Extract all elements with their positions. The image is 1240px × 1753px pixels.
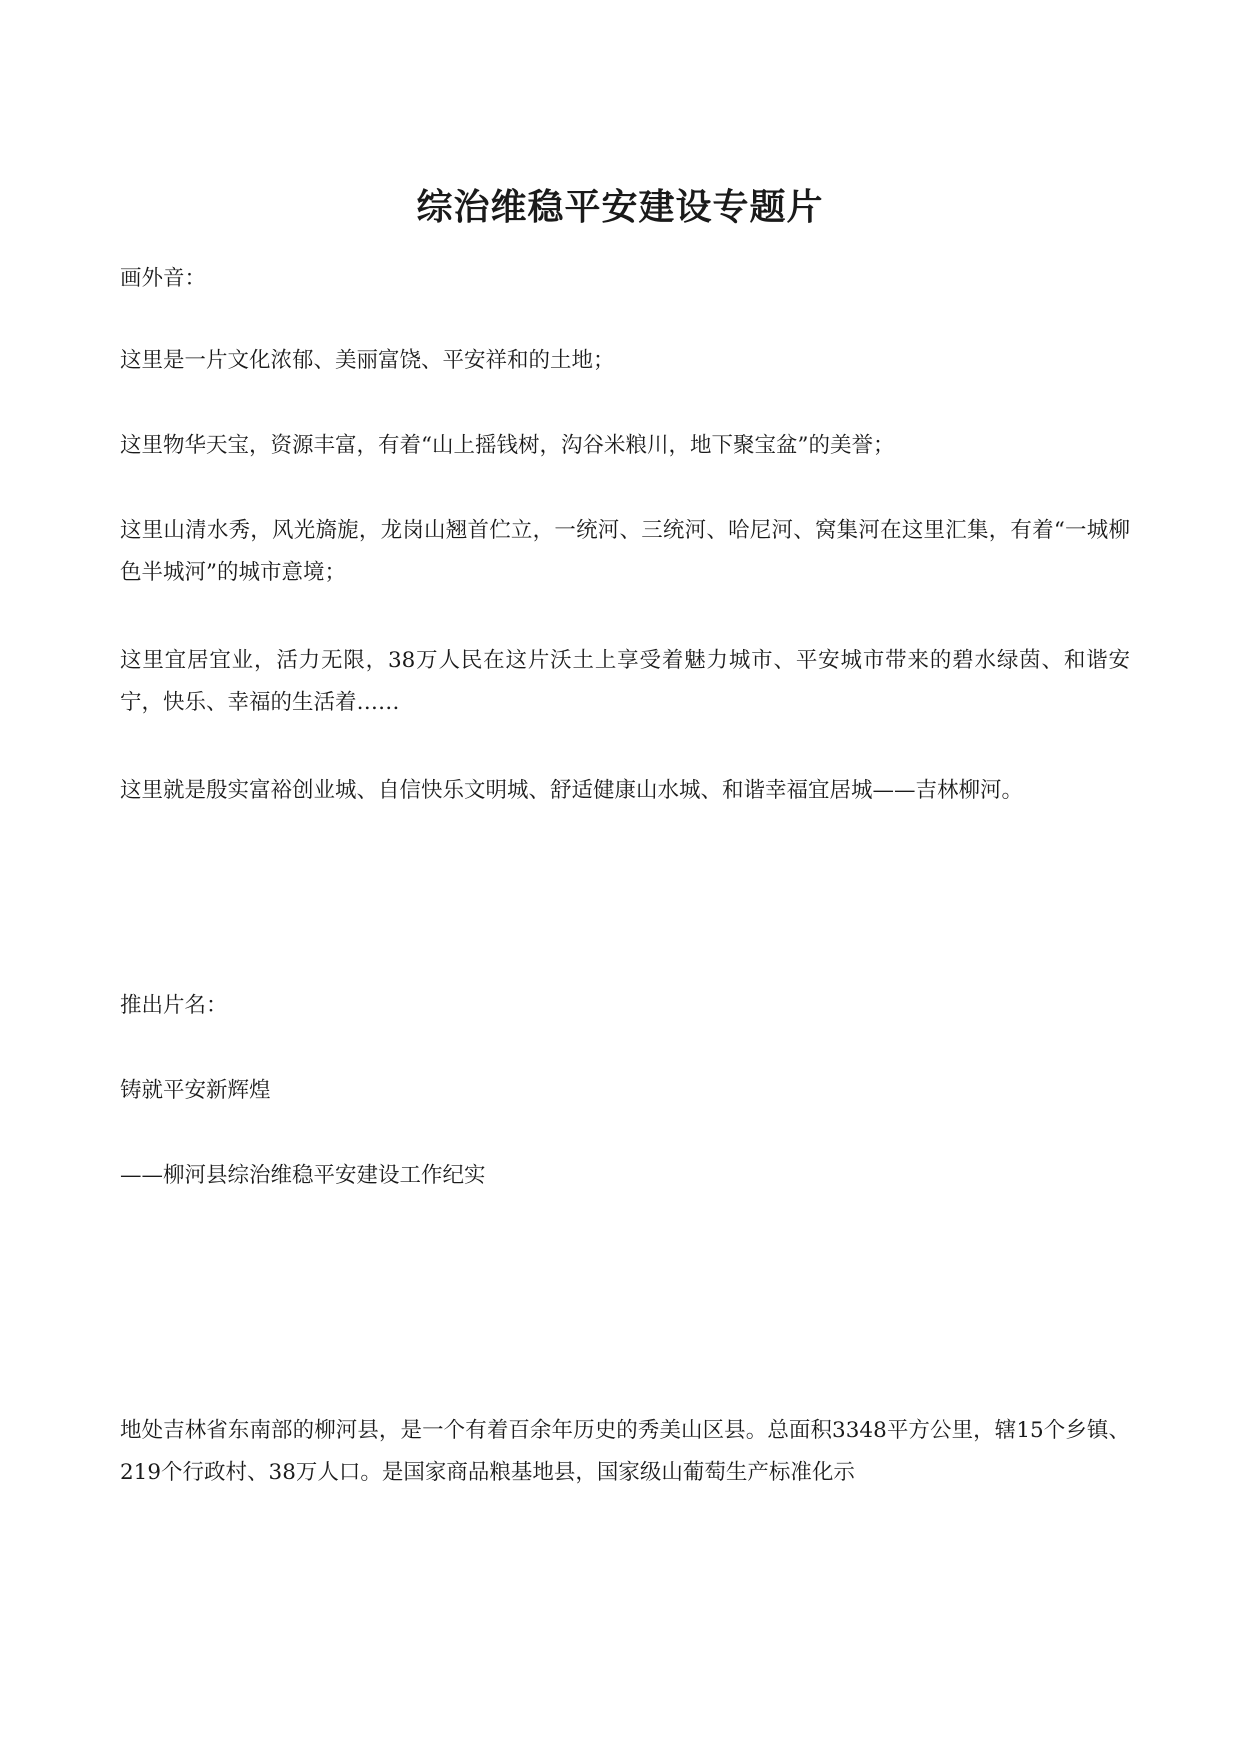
paragraph: 这里山清水秀，风光旖旎，龙岗山翘首伫立，一统河、三统河、哈尼河、窝集河在这里汇集，有着“一城柳色半城河”的城市意境； [120,518,1130,585]
voiceover-label: 画外音： [120,266,207,291]
paragraph: 地处吉林省东南部的柳河县，是一个有着百余年历史的秀美山区县。总面积3348平方公里，辖15个乡镇、219个行政村、38万人口。是国家商品粮基地县，国家级山葡萄生产标准化示 [120,1418,1130,1485]
paragraph: 这里就是殷实富裕创业城、自信快乐文明城、舒适健康山水城、和谐幸福宜居城——吉林柳河。 [120,778,1024,803]
paragraph: 这里物华天宝，资源丰富，有着“山上摇钱树，沟谷米粮川，地下聚宝盆”的美誉； [120,433,895,458]
paragraph: 这里是一片文化浓郁、美丽富饶、平安祥和的土地； [120,348,615,373]
film-subtitle: ——柳河县综治维稳平安建设工作纪实 [120,1163,486,1188]
document-title: 综治维稳平安建设专题片 [416,186,824,229]
paragraph: 这里宜居宜业，活力无限，38万人民在这片沃土上享受着魅力城市、平安城市带来的碧水绿茵、和谐安宁，快乐、幸福的生活着…… [120,648,1130,715]
film-title: 铸就平安新辉煌 [120,1078,271,1103]
film-title-label: 推出片名： [120,993,228,1018]
